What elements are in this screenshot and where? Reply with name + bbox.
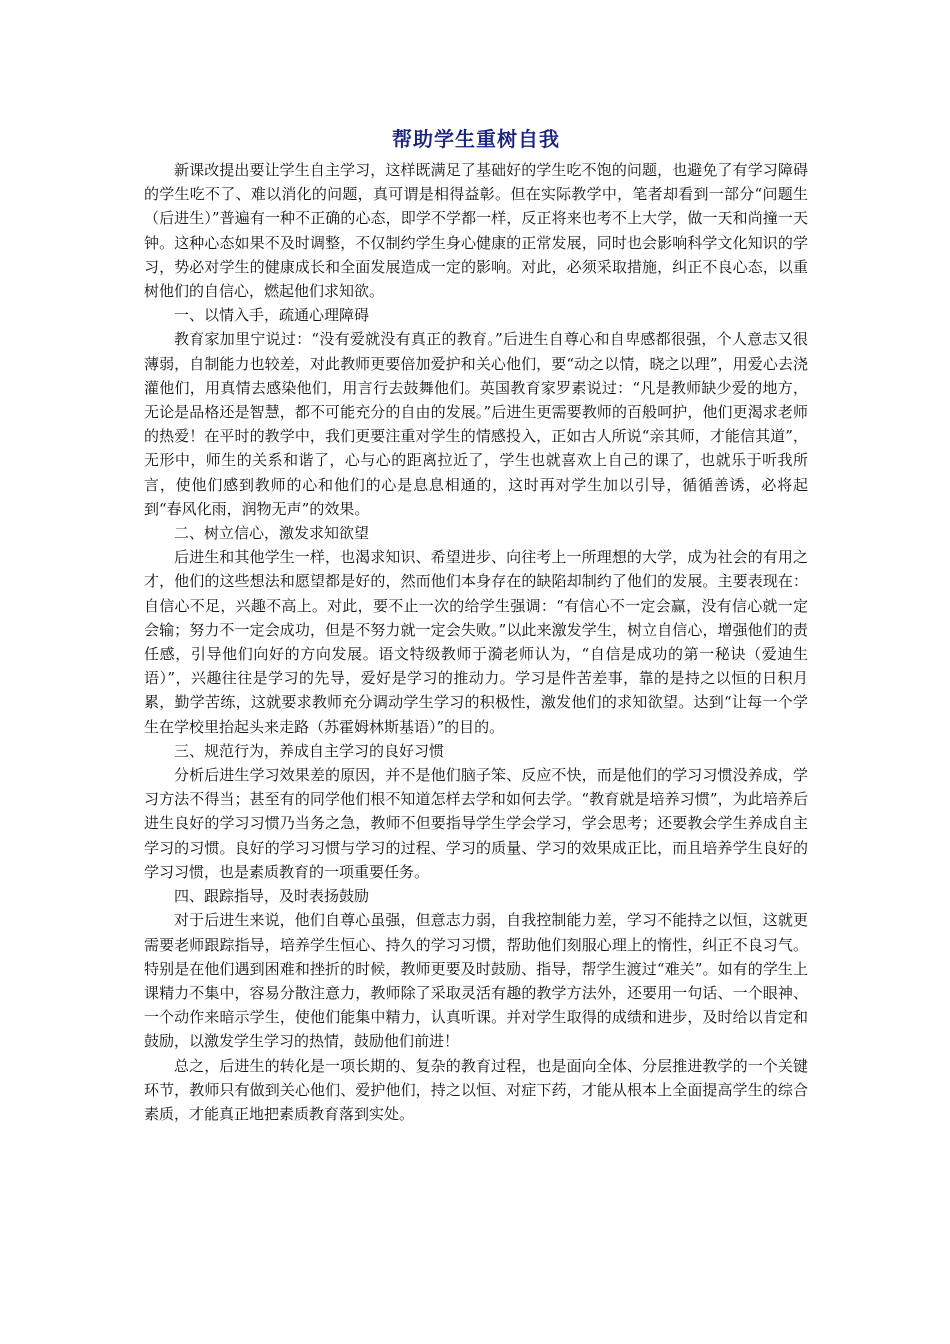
- section-2-paragraph: 后进生和其他学生一样，也渴求知识、希望进步、向往考上一所理想的大学，成为社会的有用之才，他们的这些想法和愿望都是好的，然而他们本身存在的缺陷却制约了他们的发展。主要表现在：自信心不足，兴趣不高上。对此，要不止一次的给学生强调：“有信心不一定会赢，没有信心就一定会输；努力不一定会成功，但是不努力就一定会失败。”以此来激发学生，树立自信心，增强他们的责任感，引导他们向好的方向发展。语文特级教师于漪老师认为，“自信是成功的第一秘诀（爱迪生语）”，兴趣往往是学习的先导，爱好是学习的推动力。学习是件苦差事，靠的是持之以恒的日积月累，勤学苦练，这就要求教师充分调动学生学习的积极性，激发他们的求知欲望。达到“让每一个学生在学校里抬起头来走路（苏霍姆林斯基语）”的目的。: [144, 548, 808, 736]
- section-1-paragraph: 教育家加里宁说过：“没有爱就没有真正的教育。”后进生自尊心和自卑感都很强，个人意志又很薄弱，自制能力也较差，对此教师更要倍加爱护和关心他们，要“动之以情，晓之以理”，用爱心去浇灌他们，用真情去感染他们，用言行去鼓舞他们。英国教育家罗素说过：“凡是教师缺少爱的地方，无论是品格还是智慧，都不可能充分的自由的发展。”后进生更需要教师的百般呵护，他们更渴求老师的热爱！在平时的教学中，我们更要注重对学生的情感投入，正如古人所说“亲其师，才能信其道”，无形中，师生的关系和谐了，心与心的距离拉近了，学生也就喜欢上自己的课了，也就乐于听我所言，使他们感到教师的心和他们的心是息息相通的，这时再对学生加以引导，循循善诱，必将起到“春风化雨，润物无声”的效果。: [144, 330, 808, 518]
- page-title: 帮助学生重树自我: [392, 127, 560, 151]
- section-4-paragraph: 对于后进生来说，他们自尊心虽强，但意志力弱，自我控制能力差，学习不能持之以恒，这就更需要老师跟踪指导，培养学生恒心、持久的学习习惯，帮助他们刻服心理上的惰性，纠正不良习气。特别是在他们遇到困难和挫折的时候，教师更要及时鼓励、指导，帮学生渡过“难关”。如有的学生上课精力不集中，容易分散注意力，教师除了采取灵活有趣的教学方法外，还要用一句话、一个眼神、一个动作来暗示学生，使他们能集中精力，认真听课。并对学生取得的成绩和进步，及时给以肯定和鼓励，以激发学生学习的热情，鼓励他们前进！: [144, 911, 808, 1051]
- section-heading-1: 一、以情入手，疏通心理障碍: [174, 306, 370, 325]
- section-heading-2: 二、树立信心，激发求知欲望: [174, 524, 370, 543]
- section-heading-3: 三、规范行为，养成自主学习的良好习惯: [174, 741, 445, 760]
- conclusion-paragraph: 总之，后进生的转化是一项长期的、复杂的教育过程，也是面向全体、分层推进教学的一个关键环节，教师只有做到关心他们、爱护他们，持之以恒、对症下药，才能从根本上全面提高学生的综合素质，才能真正地把素质教育落到实处。: [144, 1056, 808, 1123]
- document-body: [144, 126, 808, 1126]
- section-heading-4: 四、跟踪指导，及时表扬鼓励: [174, 887, 370, 906]
- intro-paragraph: 新课改提出要让学生自主学习，这样既满足了基础好的学生吃不饱的问题，也避免了有学习障碍的学生吃不了、难以消化的问题，真可谓是相得益彰。但在实际教学中，笔者却看到一部分“问题生（后进生）”普遍有一种不正确的心态，即学不学都一样，反正将来也考不上大学，做一天和尚撞一天钟。这种心态如果不及时调整，不仅制约学生身心健康的正常发展，同时也会影响科学文化知识的学习，势必对学生的健康成长和全面发展造成一定的影响。对此，必须采取措施，纠正不良心态，以重树他们的自信心，燃起他们求知欲。: [144, 161, 808, 301]
- section-3-paragraph: 分析后进生学习效果差的原因，并不是他们脑子笨、反应不快，而是他们的学习习惯没养成，学习方法不得当；甚至有的同学他们根不知道怎样去学和如何去学。“教育就是培养习惯”，为此培养后进生良好的学习习惯乃当务之急，教师不但要指导学生学会学习，学会思考；还要教会学生养成自主学习的习惯。良好的学习习惯与学习的过程、学习的质量、学习的效果成正比，而且培养学生良好的学习习惯，也是素质教育的一项重要任务。: [144, 766, 808, 881]
